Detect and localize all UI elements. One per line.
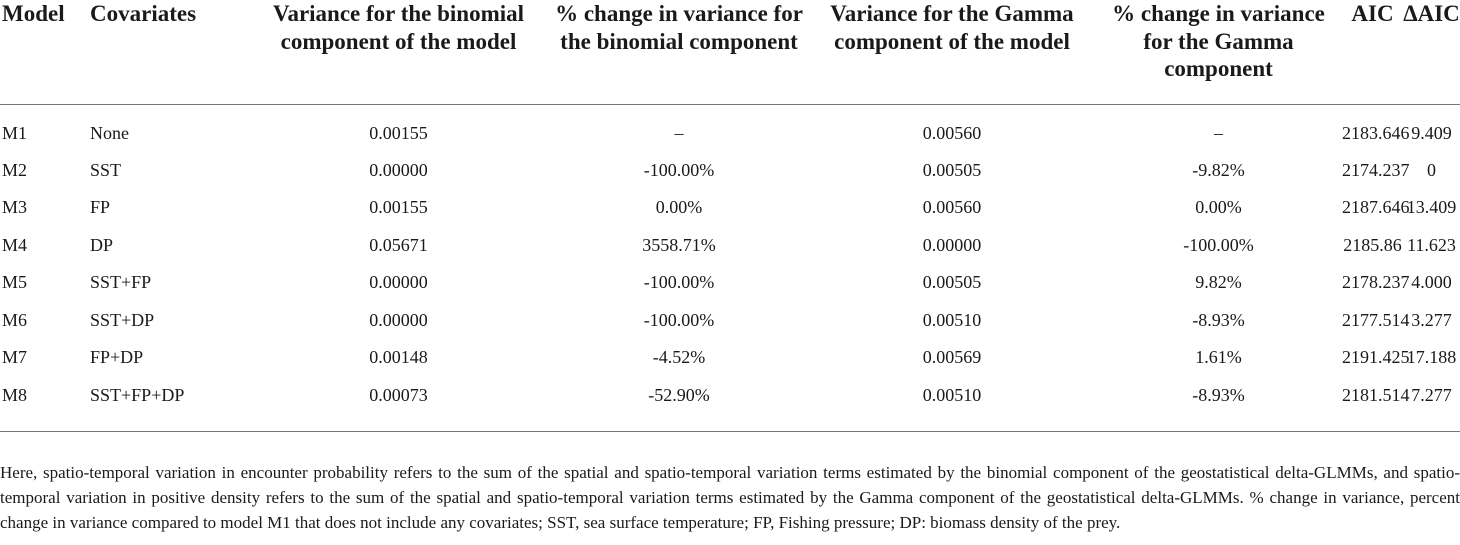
cell-gamma-variance: 0.00569 — [922, 347, 982, 368]
cell-delta-aic: 4.000 — [1411, 272, 1452, 293]
header-aic: AIC — [1351, 1, 1394, 26]
cell-binomial-change: -100.00% — [643, 309, 715, 330]
cell-delta-aic: 0 — [1427, 159, 1436, 180]
cell-binomial-change: -52.90% — [648, 384, 710, 405]
table-row — [0, 302, 1460, 340]
cell-gamma-change: -8.93% — [1192, 384, 1245, 405]
cell-model: M4 — [2, 234, 28, 255]
cell-model: M3 — [2, 197, 28, 218]
cell-gamma-change: 1.61% — [1195, 347, 1242, 368]
cell-delta-aic: 17.188 — [1406, 347, 1457, 368]
cell-model: M1 — [2, 122, 28, 143]
cell-gamma-variance: 0.00505 — [922, 272, 982, 293]
table-row — [0, 104, 1460, 152]
cell-binomial-change: 0.00% — [655, 197, 703, 218]
cell-aic: 2178.237 — [1342, 272, 1410, 293]
cell-covariates: FP — [90, 197, 111, 218]
header-model: Model — [2, 1, 65, 26]
table-row — [0, 377, 1460, 415]
cell-gamma-change: -9.82% — [1192, 159, 1245, 180]
table-row — [0, 152, 1460, 190]
cell-model: M7 — [2, 347, 28, 368]
cell-aic: 2185.86 — [1343, 234, 1402, 255]
cell-gamma-variance: 0.00560 — [922, 122, 982, 143]
cell-binomial-variance: 0.00073 — [369, 384, 428, 405]
cell-gamma-variance: 0.00560 — [922, 197, 982, 218]
table-row — [0, 227, 1460, 265]
cell-gamma-variance: 0.00505 — [922, 159, 982, 180]
cell-binomial-variance: 0.00000 — [369, 159, 428, 180]
cell-aic: 2177.514 — [1342, 309, 1410, 330]
footnote-divider — [0, 431, 1460, 432]
cell-model: M5 — [2, 272, 28, 293]
cell-model: M6 — [2, 309, 28, 330]
cell-model: M2 — [2, 159, 28, 180]
cell-aic: 2181.514 — [1342, 384, 1410, 405]
header-binomial-variance: Variance for the binomial component of the model — [272, 1, 525, 54]
cell-delta-aic: 11.623 — [1407, 234, 1456, 255]
cell-delta-aic: 7.277 — [1411, 384, 1452, 405]
header-row — [0, 0, 1460, 104]
cell-aic: 2183.646 — [1342, 122, 1410, 143]
table-row — [0, 264, 1460, 302]
cell-binomial-change: 3558.71% — [642, 234, 716, 255]
cell-covariates: SST+FP — [90, 272, 152, 293]
header-delta-aic: ΔAIC — [1403, 1, 1460, 26]
cell-gamma-change: -8.93% — [1192, 309, 1245, 330]
cell-binomial-variance: 0.00000 — [369, 272, 428, 293]
table-row — [0, 189, 1460, 227]
cell-gamma-change: 0.00% — [1195, 197, 1242, 218]
cell-binomial-variance: 0.00155 — [369, 197, 428, 218]
cell-covariates: SST+DP — [90, 309, 155, 330]
cell-gamma-change: – — [1214, 122, 1223, 143]
header-gamma-variance: Variance for the Gamma component of the model — [830, 1, 1074, 54]
table-body — [0, 104, 1460, 414]
cell-aic: 2174.237 — [1342, 159, 1410, 180]
cell-binomial-variance: 0.00000 — [369, 309, 428, 330]
cell-binomial-change: – — [674, 122, 684, 143]
cell-aic: 2191.425 — [1342, 347, 1410, 368]
cell-covariates: DP — [90, 234, 114, 255]
cell-binomial-variance: 0.00148 — [369, 347, 428, 368]
cell-delta-aic: 9.409 — [1411, 122, 1452, 143]
cell-binomial-variance: 0.00155 — [369, 122, 428, 143]
cell-model: M8 — [2, 384, 28, 405]
cell-gamma-variance: 0.00510 — [922, 384, 982, 405]
table-row — [0, 339, 1460, 377]
cell-binomial-variance: 0.05671 — [369, 234, 428, 255]
cell-gamma-change: -100.00% — [1183, 234, 1254, 255]
cell-binomial-change: -100.00% — [643, 159, 715, 180]
cell-covariates: FP+DP — [90, 347, 144, 368]
cell-binomial-change: -100.00% — [643, 272, 715, 293]
cell-gamma-variance: 0.00510 — [922, 309, 982, 330]
cell-gamma-change: 9.82% — [1195, 272, 1242, 293]
cell-delta-aic: 13.409 — [1406, 197, 1457, 218]
cell-covariates: SST+FP+DP — [90, 384, 185, 405]
cell-covariates: SST — [90, 159, 122, 180]
cell-gamma-variance: 0.00000 — [922, 234, 982, 255]
header-gamma-change: % change in variance for the Gamma component — [1112, 1, 1325, 81]
cell-binomial-change: -4.52% — [652, 347, 706, 368]
header-binomial-change: % change in variance for the binomial component — [555, 1, 803, 54]
cell-delta-aic: 3.277 — [1411, 309, 1452, 330]
header-covariates: Covariates — [90, 1, 197, 26]
cell-covariates: None — [90, 122, 129, 143]
table-footnote: Here, spatio-temporal variation in encounter probability refers to the sum of the spatial and spatio-temporal variation terms estimated by the binomial component of the geostatistical delta-GLMMs, and spatio-temporal variation in positive density refers to the sum of the spatial and spatio-temporal variation terms estimated by the Gamma component of the geostatistical delta-GLMMs. % change in variance, percent change in variance compared to model M1 that does not include any covariates; SST, sea surface temperature; FP, Fishing pressure; DP: biomass density of the prey. — [0, 463, 1460, 532]
cell-aic: 2187.646 — [1342, 197, 1410, 218]
